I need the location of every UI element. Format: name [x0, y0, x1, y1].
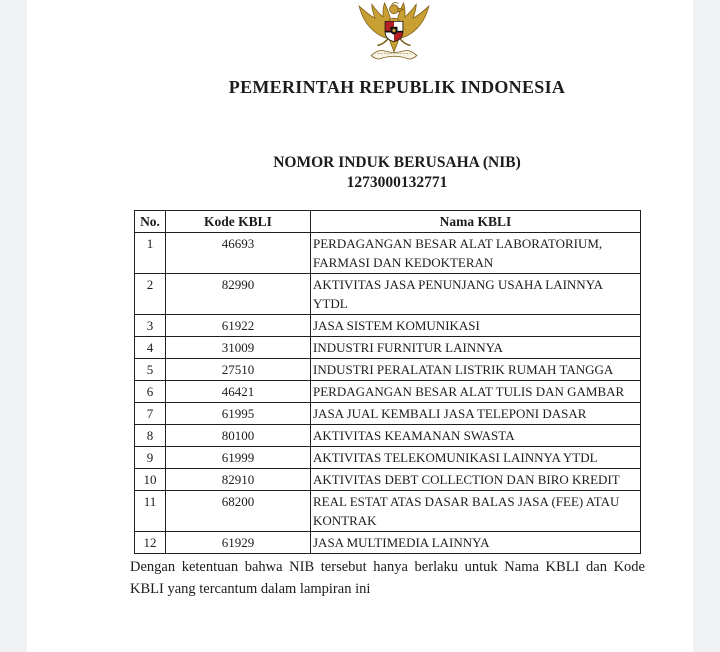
- col-header-no: No.: [135, 211, 166, 233]
- cell-nama: AKTIVITAS KEAMANAN SWASTA: [311, 425, 641, 447]
- cell-nama: AKTIVITAS TELEKOMUNIKASI LAINNYA YTDL: [311, 447, 641, 469]
- cell-nama: JASA MULTIMEDIA LAINNYA: [311, 532, 641, 554]
- document-page: [27, 0, 693, 652]
- table-row: [135, 381, 641, 403]
- cell-nama: INDUSTRI FURNITUR LAINNYA: [311, 337, 641, 359]
- cell-no: 11: [135, 491, 166, 532]
- government-title: PEMERINTAH REPUBLIK INDONESIA: [228, 77, 566, 97]
- cell-kode: 46693: [166, 233, 311, 274]
- garuda-pancasila-emblem: [355, 1, 433, 67]
- table-row: [135, 447, 641, 469]
- cell-kode: 61929: [166, 532, 311, 554]
- cell-kode: 80100: [166, 425, 311, 447]
- cell-no: 10: [135, 469, 166, 491]
- col-header-nama: Nama KBLI: [311, 211, 641, 233]
- cell-no: 7: [135, 403, 166, 425]
- table-row: [135, 315, 641, 337]
- cell-kode: 27510: [166, 359, 311, 381]
- cell-nama: PERDAGANGAN BESAR ALAT LABORATORIUM, FARMASI DAN KEDOKTERAN: [311, 233, 641, 274]
- table-row: [135, 337, 641, 359]
- cell-nama: AKTIVITAS DEBT COLLECTION DAN BIRO KREDIT: [311, 469, 641, 491]
- cell-nama: JASA JUAL KEMBALI JASA TELEPONI DASAR: [311, 403, 641, 425]
- table-header-row: [135, 211, 641, 233]
- cell-kode: 46421: [166, 381, 311, 403]
- nib-number: 1273000132771: [346, 174, 448, 191]
- cell-kode: 82910: [166, 469, 311, 491]
- cell-no: 4: [135, 337, 166, 359]
- nib-heading-block: [64, 153, 720, 193]
- cell-no: 1: [135, 233, 166, 274]
- cell-kode: 61999: [166, 447, 311, 469]
- table-row: [135, 469, 641, 491]
- cell-no: 2: [135, 274, 166, 315]
- cell-no: 12: [135, 532, 166, 554]
- cell-no: 3: [135, 315, 166, 337]
- cell-kode: 61995: [166, 403, 311, 425]
- validity-note: Dengan ketentuan bahwa NIB tersebut hanya berlaku untuk Nama KBLI dan Kode KBLI yang tercantum dalam lampiran ini: [130, 559, 645, 597]
- cell-nama: INDUSTRI PERALATAN LISTRIK RUMAH TANGGA: [311, 359, 641, 381]
- table-row: [135, 491, 641, 532]
- kbli-table: [134, 210, 641, 554]
- cell-no: 6: [135, 381, 166, 403]
- table-row: [135, 425, 641, 447]
- cell-no: 5: [135, 359, 166, 381]
- table-row: [135, 233, 641, 274]
- table-row: [135, 359, 641, 381]
- cell-no: 9: [135, 447, 166, 469]
- cell-nama: AKTIVITAS JASA PENUNJANG USAHA LAINNYA YTDL: [311, 274, 641, 315]
- document-title: NOMOR INDUK BERUSAHA (NIB): [273, 154, 521, 171]
- cell-nama: JASA SISTEM KOMUNIKASI: [311, 315, 641, 337]
- cell-kode: 31009: [166, 337, 311, 359]
- cell-nama: REAL ESTAT ATAS DASAR BALAS JASA (FEE) ATAU KONTRAK: [311, 491, 641, 532]
- col-header-kode: Kode KBLI: [166, 211, 311, 233]
- cell-kode: 68200: [166, 491, 311, 532]
- table-row: [135, 403, 641, 425]
- table-row: [135, 274, 641, 315]
- cell-kode: 82990: [166, 274, 311, 315]
- cell-no: 8: [135, 425, 166, 447]
- cell-nama: PERDAGANGAN BESAR ALAT TULIS DAN GAMBAR: [311, 381, 641, 403]
- cell-kode: 61922: [166, 315, 311, 337]
- table-row: [135, 532, 641, 554]
